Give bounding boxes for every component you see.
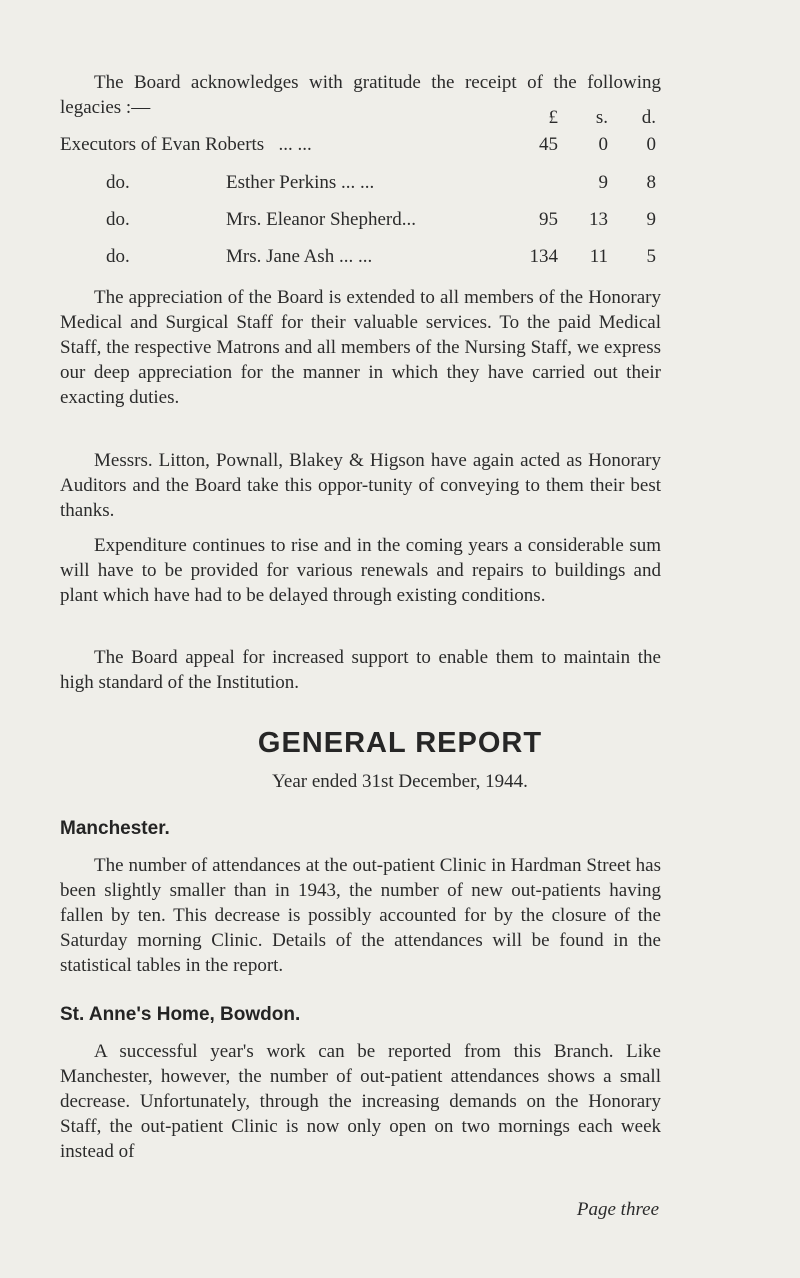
appeal-paragraph: The Board appeal for increased support to enable them to maintain the high standard of the Institution. — [60, 647, 661, 693]
legacy-pounds: 95 — [539, 209, 558, 230]
legacy-row — [60, 134, 661, 159]
legacy-pence: 9 — [646, 209, 656, 230]
legacy-person: Mrs. Jane Ash ... ... — [226, 246, 373, 267]
legacy-person: Esther Perkins ... ... — [226, 172, 375, 193]
legacies-intro: The Board acknowledges with gratitude the receipt of the following legacies :— — [60, 72, 661, 118]
section-title-manchester: Manchester. — [60, 818, 170, 839]
legacy-person: Mrs. Eleanor Shepherd... — [226, 209, 416, 230]
legacy-ditto: do. — [106, 246, 130, 267]
legacy-executor-label: Executors of Evan Roberts ... ... — [60, 134, 312, 155]
legacy-ditto: do. — [106, 209, 130, 230]
report-subtitle: Year ended 31st December, 1944. — [272, 771, 528, 792]
legacy-pounds: 45 — [539, 134, 558, 155]
legacy-pounds: 134 — [529, 246, 558, 267]
legacy-pence: 5 — [646, 246, 656, 267]
legacy-pence: 8 — [646, 172, 656, 193]
report-title: GENERAL REPORT — [257, 727, 543, 759]
auditors-paragraph: Messrs. Litton, Pownall, Blakey & Higson have again acted as Honorary Auditors and the Board take this oppor-tunity of conveying to them their best thanks. — [60, 450, 661, 521]
st-annes-paragraph: A successful year's work can be reported from this Branch. Like Manchester, however, the number of out-patient attendances shows a small decrease. Unfortunately, through the increasing demands on the Honorary Staff, the out-patient Clinic is now only open on two mornings each week instead of — [60, 1041, 661, 1162]
legacy-row — [60, 172, 661, 197]
legacy-row — [60, 246, 661, 271]
shillings-header: s. — [595, 107, 608, 128]
legacy-row — [60, 209, 661, 234]
legacy-shillings: 0 — [598, 134, 608, 155]
appreciation-paragraph: The appreciation of the Board is extended to all members of the Honorary Medical and Surgical Staff for their valuable services. To the paid Medical Staff, the respective Matrons and all members of the Nursing Staff, we express our deep appreciation for the manner in which they have carried out their exacting duties. — [60, 287, 661, 408]
pounds-header: £ — [548, 107, 558, 128]
section-title-st-annes: St. Anne's Home, Bowdon. — [60, 1004, 301, 1025]
legacy-ditto: do. — [106, 172, 130, 193]
manchester-paragraph: The number of attendances at the out-patient Clinic in Hardman Street has been slightly smaller than in 1943, the number of new out-patients having fallen by ten. This decrease is possibly accounted for by the closure of the Saturday morning Clinic. Details of the attendances will be found in the statistical tables in the report. — [60, 855, 661, 976]
page-number: Page three — [576, 1199, 659, 1220]
legacy-shillings: 11 — [589, 246, 608, 267]
legacies-header-row — [60, 107, 661, 132]
pence-header: d. — [641, 107, 656, 128]
legacy-shillings: 13 — [589, 209, 608, 230]
legacy-pence: 0 — [646, 134, 656, 155]
expenditure-paragraph: Expenditure continues to rise and in the coming years a considerable sum will have to be provided for various renewals and repairs to buildings and plant which have had to be delayed through existing conditions. — [60, 535, 661, 606]
legacy-shillings: 9 — [598, 172, 608, 193]
